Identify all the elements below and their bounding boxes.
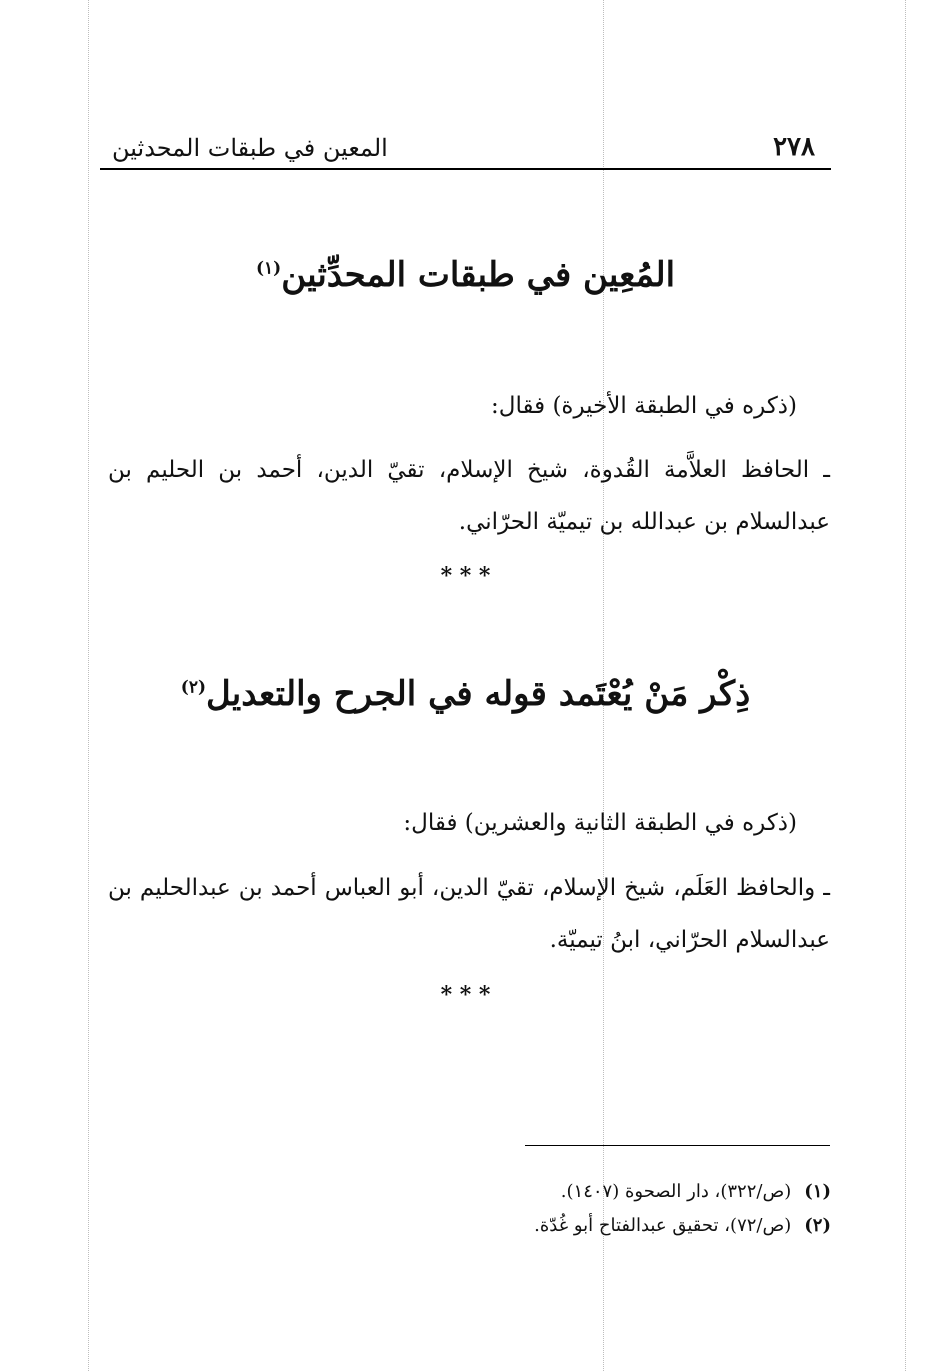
footnote-2	[534, 1215, 831, 1236]
section-1-paragraph: ـ الحافظ العلاَّمة القُدوة، شيخ الإسلام، تقيّ الدين، أحمد بن الحليم بن عبدالسلام بن عبدالله بن تيميّة الحرّاني.	[108, 457, 830, 535]
page-header	[100, 128, 831, 170]
footnote-text: (ص/٧٢)، تحقيق عبدالفتاح أبو غُدّة.	[534, 1215, 792, 1236]
section-2-paragraph: ـ والحافظ العَلَم، شيخ الإسلام، تقيّ الدين، أبو العباس أحمد بن عبدالحليم بن عبدالسلام الحرّاني، ابنُ تيميّة.	[108, 875, 830, 953]
footnote-number: (٢)	[804, 1215, 831, 1236]
running-title: المعين في طبقات المحدثين	[112, 134, 388, 162]
footnote-ref-1: (١)	[255, 258, 282, 279]
footnote-1	[561, 1181, 831, 1202]
section-separator: * * *	[440, 563, 491, 589]
section-1-heading	[100, 255, 831, 295]
footnote-ref-2: (٢)	[180, 677, 206, 698]
section-separator: * * *	[440, 982, 491, 1008]
page-number: ٢٧٨	[773, 132, 815, 162]
section-1-intro: (ذكره في الطبقة الأخيرة) فقال:	[491, 393, 797, 419]
section-2-title: ذِكْر مَنْ يُعْتَمد قوله في الجرح والتعديل	[206, 674, 751, 714]
footnote-divider	[525, 1145, 830, 1146]
footnote-number: (١)	[804, 1181, 831, 1202]
section-2-heading	[100, 674, 831, 714]
footnote-text: (ص/٣٢٢)، دار الصحوة (١٤٠٧).	[560, 1181, 792, 1202]
section-2-intro: (ذكره في الطبقة الثانية والعشرين) فقال:	[403, 810, 797, 836]
section-1-title: المُعِين في طبقات المحدِّثين	[281, 255, 676, 295]
